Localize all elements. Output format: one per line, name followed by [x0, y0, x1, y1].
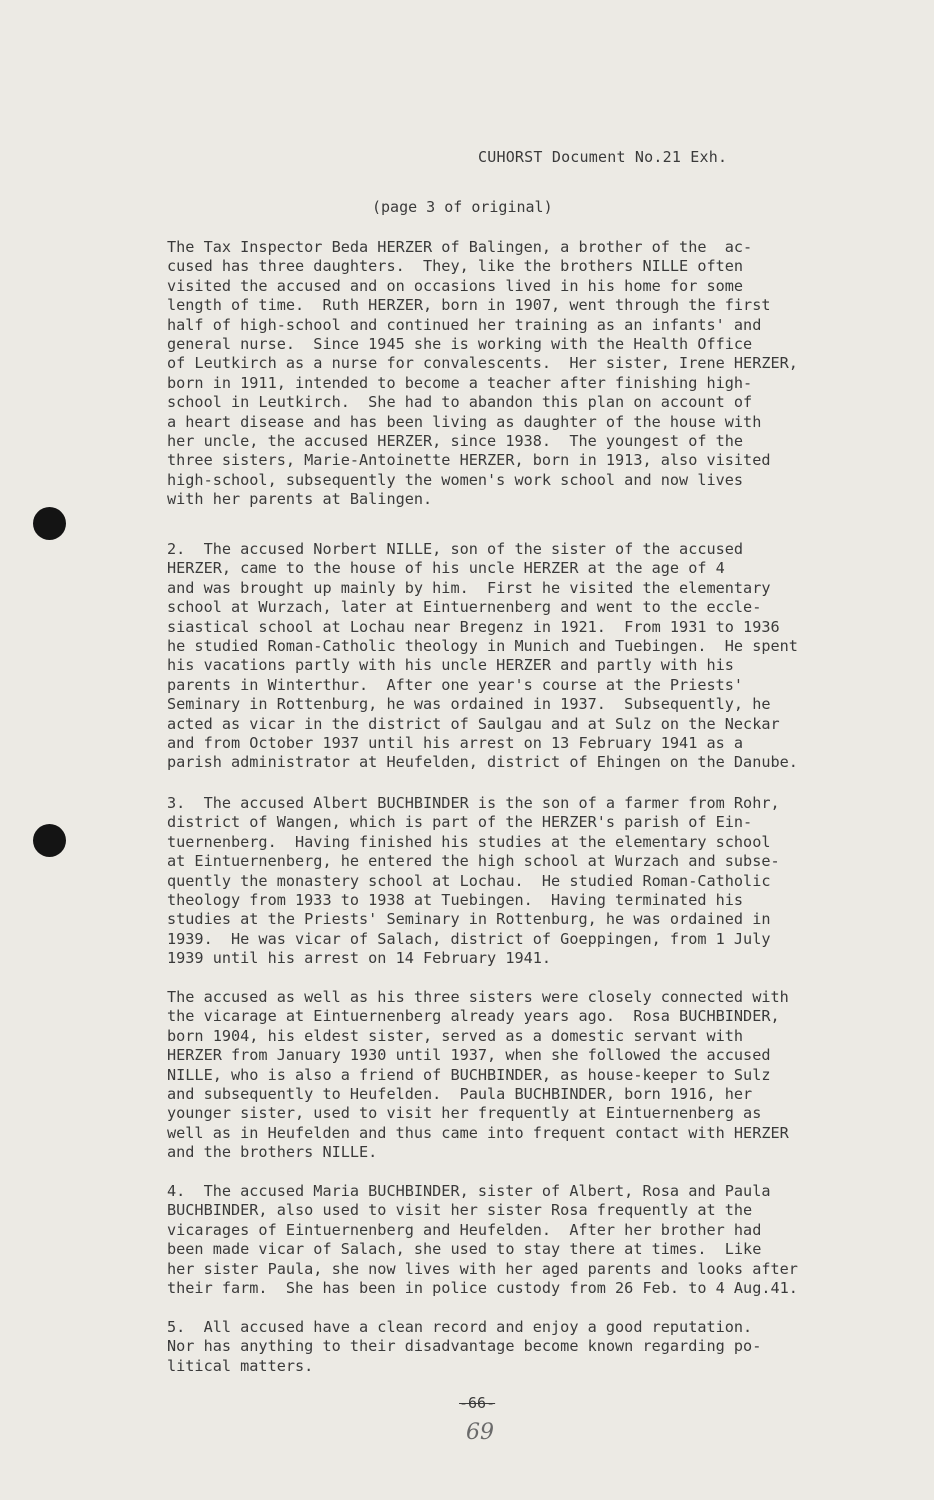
- text-line: born in 1911, intended to become a teacher after finishing high-: [167, 373, 753, 392]
- text-line: cused has three daughters. They, like the brothers NILLE often: [167, 257, 744, 276]
- text-line: three sisters, Marie-Antoinette HERZER, born in 1913, also visited: [167, 451, 771, 470]
- text-line: tuernenberg. Having finished his studies at the elementary school: [167, 832, 771, 851]
- text-line: his vacations partly with his uncle HERZER and partly with his: [167, 656, 734, 675]
- paragraph-reputation: [167, 1318, 837, 1376]
- text-line: her uncle, the accused HERZER, since 1938. The youngest of the: [167, 432, 744, 451]
- text-line: 3. The accused Albert BUCHBINDER is the son of a farmer from Rohr,: [167, 794, 780, 812]
- page-note: (page 3 of original): [372, 198, 553, 216]
- page-number: -66-: [459, 1394, 496, 1412]
- text-line: well as in Heufelden and thus came into frequent contact with HERZER: [167, 1123, 789, 1142]
- paragraph-buchbinder-sisters: [167, 988, 837, 1163]
- text-line: litical matters.: [167, 1356, 314, 1375]
- text-line: BUCHBINDER, also used to visit her sister Rosa frequently at the: [167, 1201, 753, 1220]
- paragraph-herzer-daughters: [167, 238, 837, 510]
- text-line: theology from 1933 to 1938 at Tuebingen. Having terminated his: [167, 891, 744, 910]
- text-line: born 1904, his eldest sister, served as a domestic servant with: [167, 1026, 744, 1045]
- text-line: vicarages of Eintuernenberg and Heufelden. After her brother had: [167, 1220, 762, 1239]
- text-line: parents in Winterthur. After one year's course at the Priests': [167, 675, 744, 694]
- text-line: he studied Roman-Catholic theology in Munich and Tuebingen. He spent: [167, 637, 798, 656]
- text-line: of Leutkirch as a nurse for convalescents. Her sister, Irene HERZER,: [167, 354, 798, 373]
- text-line: 5. All accused have a clean record and enjoy a good reputation.: [167, 1318, 753, 1336]
- text-line: her sister Paula, she now lives with her aged parents and looks after: [167, 1259, 798, 1278]
- text-line: studies at the Priests' Seminary in Rottenburg, he was ordained in: [167, 910, 771, 929]
- text-line: their farm. She has been in police custody from 26 Feb. to 4 Aug.41.: [167, 1279, 798, 1298]
- punch-hole: [33, 507, 66, 540]
- text-line: visited the accused and on occasions lived in his home for some: [167, 276, 744, 295]
- text-line: 1939 until his arrest on 14 February 1941.: [167, 949, 552, 968]
- text-line: The Tax Inspector Beda HERZER of Balingen, a brother of the ac-: [167, 238, 753, 256]
- text-line: and was brought up mainly by him. First he visited the elementary: [167, 578, 771, 597]
- text-line: length of time. Ruth HERZER, born in 1907, went through the first: [167, 296, 771, 315]
- text-line: HERZER from January 1930 until 1937, when she followed the accused: [167, 1046, 771, 1065]
- text-line: siastical school at Lochau near Bregenz in 1921. From 1931 to 1936: [167, 617, 780, 636]
- text-line: quently the monastery school at Lochau. He studied Roman-Catholic: [167, 871, 771, 890]
- text-line: a heart disease and has been living as daughter of the house with: [167, 412, 762, 431]
- text-line: high-school, subsequently the women's work school and now lives: [167, 470, 744, 489]
- text-line: general nurse. Since 1945 she is working with the Health Office: [167, 335, 753, 354]
- text-line: school in Leutkirch. She had to abandon this plan on account of: [167, 393, 753, 412]
- text-line: school at Wurzach, later at Eintuernenberg and went to the eccle-: [167, 598, 762, 617]
- paragraph-norbert-nille: [167, 540, 837, 773]
- text-line: with her parents at Balingen.: [167, 490, 433, 509]
- text-line: NILLE, who is also a friend of BUCHBINDER, as house-keeper to Sulz: [167, 1065, 771, 1084]
- text-line: Nor has anything to their disadvantage become known regarding po-: [167, 1337, 762, 1356]
- paragraph-albert-buchbinder: [167, 794, 837, 969]
- text-line: Seminary in Rottenburg, he was ordained in 1937. Subsequently, he: [167, 695, 771, 714]
- text-line: and from October 1937 until his arrest on 13 February 1941 as a: [167, 734, 744, 753]
- text-line: The accused as well as his three sisters were closely connected with: [167, 988, 789, 1006]
- text-line: and the brothers NILLE.: [167, 1143, 378, 1162]
- punch-hole: [33, 824, 66, 857]
- text-line: younger sister, used to visit her frequently at Eintuernenberg as: [167, 1104, 762, 1123]
- text-line: parish administrator at Heufelden, district of Ehingen on the Danube.: [167, 753, 798, 772]
- text-line: half of high-school and continued her training as an infants' and: [167, 315, 762, 334]
- text-line: 1939. He was vicar of Salach, district of Goeppingen, from 1 July: [167, 929, 771, 948]
- text-line: been made vicar of Salach, she used to stay there at times. Like: [167, 1240, 762, 1259]
- text-line: district of Wangen, which is part of the HERZER's parish of Ein-: [167, 813, 753, 832]
- text-line: 4. The accused Maria BUCHBINDER, sister of Albert, Rosa and Paula: [167, 1182, 771, 1200]
- document-reference: CUHORST Document No.21 Exh.: [478, 148, 728, 166]
- text-line: at Eintuernenberg, he entered the high school at Wurzach and subse-: [167, 852, 780, 871]
- text-line: acted as vicar in the district of Saulgau and at Sulz on the Neckar: [167, 714, 780, 733]
- paragraph-maria-buchbinder: [167, 1182, 837, 1298]
- text-line: the vicarage at Eintuernenberg already years ago. Rosa BUCHBINDER,: [167, 1007, 780, 1026]
- text-line: 2. The accused Norbert NILLE, son of the sister of the accused: [167, 540, 744, 558]
- text-line: and subsequently to Heufelden. Paula BUCHBINDER, born 1916, her: [167, 1085, 753, 1104]
- handwritten-page-number: 69: [466, 1420, 494, 1445]
- text-line: HERZER, came to the house of his uncle HERZER at the age of 4: [167, 559, 725, 578]
